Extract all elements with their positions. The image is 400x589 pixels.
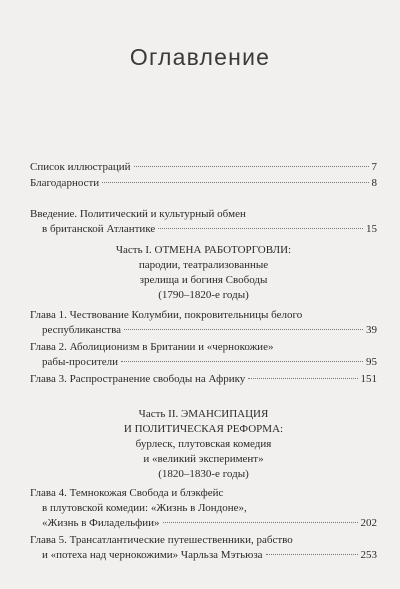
page-number: 7 bbox=[371, 161, 377, 173]
toc-entry-title: Благодарности bbox=[30, 177, 100, 189]
toc-entry-title-continued: в британской Атлантике bbox=[42, 223, 156, 235]
toc-entry bbox=[30, 176, 377, 191]
dot-leader bbox=[248, 378, 357, 379]
toc-entry bbox=[30, 372, 377, 387]
toc-entry-title: Введение. Политический и культурный обмен bbox=[30, 208, 246, 220]
toc-entry bbox=[30, 340, 377, 370]
toc-entry-title: Глава 1. Чествование Колумбии, покровительницы белого bbox=[30, 309, 303, 321]
dot-leader bbox=[266, 554, 358, 555]
toc-entry-title-continued: в плутовской комедии: «Жизнь в Лондоне», bbox=[42, 502, 247, 514]
toc-entry bbox=[30, 533, 377, 563]
page-number: 95 bbox=[366, 356, 377, 368]
toc-entry bbox=[30, 486, 377, 531]
toc-entry bbox=[30, 207, 377, 237]
toc-entry-title: Глава 2. Аболиционизм в Британии и «чернокожие» bbox=[30, 341, 274, 353]
part-heading-line: и «великий эксперимент» bbox=[143, 453, 264, 465]
toc-entry-title-continued: республиканства bbox=[42, 324, 122, 336]
part-heading-line: Часть II. ЭМАНСИПАЦИЯ bbox=[138, 408, 269, 420]
page-number: 151 bbox=[360, 373, 377, 385]
page-number: 15 bbox=[366, 223, 377, 235]
part-heading-line: И ПОЛИТИЧЕСКАЯ РЕФОРМА: bbox=[123, 423, 284, 435]
page-number: 253 bbox=[360, 549, 377, 561]
part-heading bbox=[30, 407, 377, 482]
toc-entry-title-continued: и «потеха над чернокожими» Чарльза Мэтьюза bbox=[42, 549, 263, 561]
part-heading-line: (1790–1820-е годы) bbox=[158, 289, 249, 301]
dot-leader bbox=[134, 166, 369, 167]
toc-entry-title: Глава 3. Распространение свободы на Африку bbox=[30, 373, 246, 385]
page-title: Оглавление bbox=[129, 44, 271, 70]
part-heading-line: зрелища и богиня Свободы bbox=[139, 274, 268, 286]
part-heading bbox=[30, 243, 377, 303]
dot-leader bbox=[102, 182, 368, 183]
toc-entry-title: Глава 4. Темнокожая Свобода и блэкфейс bbox=[30, 487, 224, 499]
toc-entry-title-continued: «Жизнь в Филадельфии» bbox=[42, 517, 160, 529]
toc-entry bbox=[30, 160, 377, 175]
part-heading-line: Часть I. ОТМЕНА РАБОТОРГОВЛИ: bbox=[115, 244, 292, 256]
part-heading-line: пародии, театрализованные bbox=[138, 259, 269, 271]
dot-leader bbox=[158, 228, 363, 229]
toc-entry-title: Список иллюстраций bbox=[30, 161, 131, 173]
dot-leader bbox=[163, 522, 358, 523]
dot-leader bbox=[121, 361, 363, 362]
dot-leader bbox=[124, 329, 363, 330]
page-number: 202 bbox=[360, 517, 377, 529]
toc-entry-title-continued: рабы-просители bbox=[42, 356, 119, 368]
part-heading-line: бурлеск, плутовская комедия bbox=[135, 438, 272, 450]
page-number: 39 bbox=[366, 324, 377, 336]
toc-entry-title: Глава 5. Трансатлантические путешественники, рабство bbox=[30, 534, 293, 546]
part-heading-line: (1820–1830-е годы) bbox=[158, 468, 249, 480]
page-number: 8 bbox=[371, 177, 377, 189]
toc-entry bbox=[30, 308, 377, 338]
